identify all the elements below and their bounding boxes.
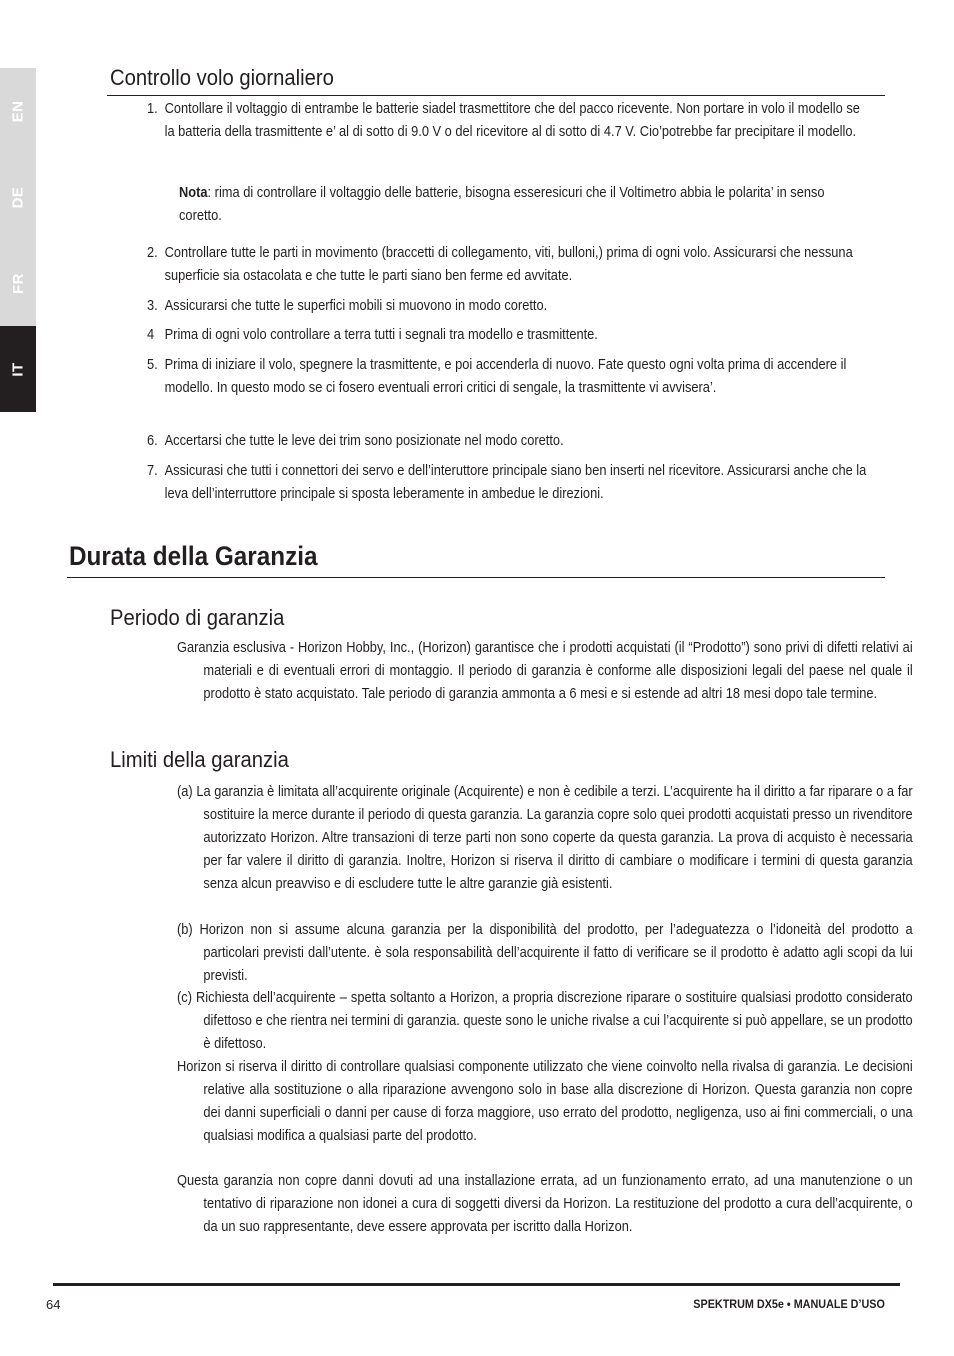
tab-de[interactable] xyxy=(0,154,36,240)
tab-fr[interactable] xyxy=(0,240,36,326)
list-text: Prima di ogni volo controllare a terra tutti i segnali tra modello e trasmittente. xyxy=(164,327,598,343)
warranty-period-text: Garanzia esclusiva - Horizon Hobby, Inc., (Horizon) garantisce che i prodotti acquistati (il “Prodotto”) sono privi di difetti relativi ai materiali e di eventuali errori di montaggio. Il periodo di garanzia è conforme alle disposizioni legali del paese nel quale il prodotto è stato acquistato. Tale periodo di garanzia ammonta a 6 mesi e si estende ad altri 18 mesi dopo tale termine. xyxy=(177,640,913,702)
list-text: Contollare il voltaggio di entrambe le batterie siadel trasmettitore che del pacco ricevente. Non portare in volo il modello se la batteria della trasmittente e’ al di sotto di 9.0 V o del ricevitore al di sotto di 4.7 V. Cio’potrebbe far precipitare il modello. xyxy=(164,101,860,140)
tab-en-label: EN xyxy=(9,100,27,122)
tab-it[interactable] xyxy=(0,326,36,412)
limits-paragraph-inspection: Horizon si riserva il diritto di controllare qualsiasi componente utilizzato che viene coinvolto nella rivalsa di garanzia. Le decisioni relative alla sostituzione o alla riparazione avvengono solo in base alla discrezione di Horizon. Questa garanzia non copre dei danni superficiali o danni per cause di forza maggiore, uso errato del prodotto, negligenza, uso ai fini commerciali, o una qualsiasi modifica a qualsiasi parte del prodotto. xyxy=(177,1059,913,1144)
tab-fr-label: FR xyxy=(9,272,27,294)
language-tabs xyxy=(0,68,36,412)
tab-en[interactable] xyxy=(0,68,36,154)
list-number: 3. xyxy=(147,298,158,314)
limits-paragraph-exclusions: Questa garanzia non copre danni dovuti ad una installazione errata, ad un funzionamento errato, ad una manutenzione o un tentativo di riparazione non idonei a cura di soggetti diversi da Horizon. La restituzione del prodotto a cura dell’acquirente, o da un suo rappresentante, deve essere approvata per iscritto dalla Horizon. xyxy=(177,1173,913,1235)
list-item xyxy=(147,354,870,400)
list-text: Accertarsi che tutte le leve dei trim sono posizionate nel modo coretto. xyxy=(164,433,564,449)
section-title-warranty-limits: Limiti della garanzia xyxy=(110,747,289,772)
list-number: 1. xyxy=(147,101,158,117)
section-title-daily-check: Controllo volo giornaliero xyxy=(110,65,334,90)
page-number: 64 xyxy=(46,1297,61,1312)
note-text: : rima di controllare il voltaggio delle batterie, bisogna esseresicuri che il Voltimetro abbia le polarita’ in senso coretto. xyxy=(179,185,825,224)
list-text: Assicurasi che tutti i connettori dei servo e dell’interuttore principale siano ben inserti nel ricevitore. Assicurarsi anche che la leva dell’interruttore principale si sposta leberamente in ambedue le direzioni. xyxy=(164,463,867,502)
list-number: 2. xyxy=(147,245,158,261)
note xyxy=(179,182,830,228)
limits-paragraph-b: (b) Horizon non si assume alcuna garanzia per la disponibilità del prodotto, per l’adeguatezza o l’idoneità del prodotto a particolari previsti dall’utente. è sola responsabilità dell’acquirente il fatto di verificare se il prodotto è adatto agli scopi da lui previsti. xyxy=(177,922,913,984)
footer-title: SPEKTRUM DX5e • MANUALE D’USO xyxy=(693,1297,885,1311)
note-label: Nota xyxy=(179,185,208,201)
list-number: 4 xyxy=(147,327,155,343)
list-item xyxy=(147,242,886,288)
list-text: Assicurarsi che tutte le superfici mobili si muovono in modo coretto. xyxy=(164,298,548,314)
tab-de-label: DE xyxy=(9,186,27,208)
list-number: 5. xyxy=(147,357,158,373)
limits-paragraph-a: (a) La garanzia è limitata all’acquirente originale (Acquirente) e non è cedibile a terzi. L’acquirente ha il diritto a far riparare o a far sostituire la merce durante il periodo di questa garanzia. La garanzia copre solo quei prodotti acquistati presso un rivenditore autorizzato Horizon. Altre transazioni di terze parti non sono coperte da questa garanzia. La prova di acquisto è necessaria per far valere il diritto di garanzia. Inoltre, Horizon si riserva il diritto di cambiare o modificare i termini di questa garanzia senza alcun preavviso e di escludere tutte le altre garanzie già esistenti. xyxy=(177,784,913,892)
heading-rule xyxy=(67,577,885,578)
limits-paragraph-c: (c) Richiesta dell’acquirente – spetta soltanto a Horizon, a propria discrezione riparare o sostituire qualsiasi prodotto considerato difettoso e che rientra nei termini di garanzia. queste sono le uniche rivalse a cui l’acquirente si può appellare, se un prodotto è difettoso. xyxy=(177,990,913,1052)
list-number: 7. xyxy=(147,463,158,479)
list-text: Prima di iniziare il volo, spegnere la trasmittente, e poi accenderla di nuovo. Fate questo ogni volta prima di accendere il modello. In questo modo se ci fosero eventuali errori critici di sengale, la trasmittente vi avvisera’. xyxy=(164,357,847,396)
list-item xyxy=(147,430,886,453)
list-number: 6. xyxy=(147,433,158,449)
list-item xyxy=(147,98,862,144)
footer-rule xyxy=(53,1283,900,1286)
list-item xyxy=(147,460,869,506)
list-text: Controllare tutte le parti in movimento (braccetti di collegamento, viti, bulloni,) prima di ogni volo. Assicurarsi che nessuna superficie sia ostacolata e che tutte le parti siano ben ferme ed avvitate. xyxy=(164,245,853,284)
heading-warranty-duration: Durata della Garanzia xyxy=(69,541,318,571)
list-item xyxy=(147,295,886,318)
list-item xyxy=(147,324,886,347)
tab-it-label: IT xyxy=(9,361,27,377)
section-rule xyxy=(107,95,885,96)
section-title-warranty-period: Periodo di garanzia xyxy=(110,605,285,630)
